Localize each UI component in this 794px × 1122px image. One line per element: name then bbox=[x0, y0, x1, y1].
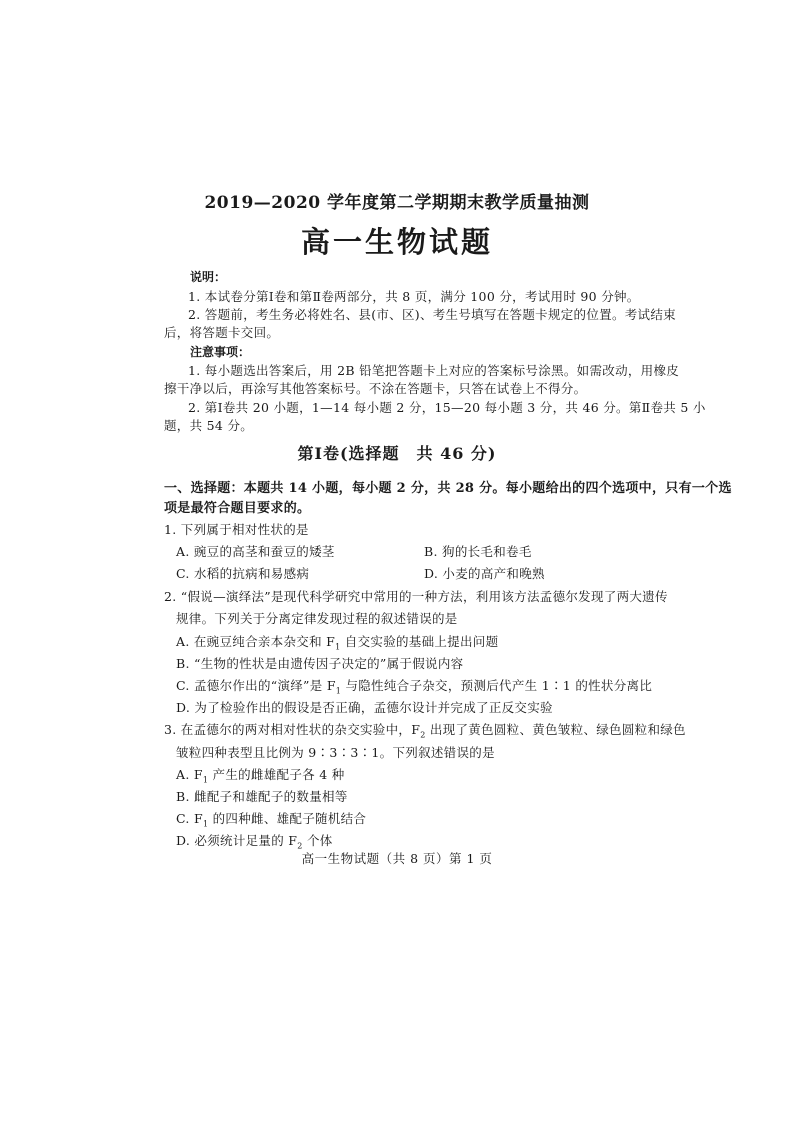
page-footer: 高一生物试题（共 8 页）第 1 页 bbox=[301, 851, 493, 866]
notes-item-2-cont: 后，将答题卡交回。 bbox=[164, 325, 280, 340]
question-2-stem: 2. “假说—演绎法”是现代科学研究中常用的一种方法，利用该方法孟德尔发现了两大遗传 bbox=[164, 589, 668, 604]
question-3-option-c: C. $F_1$ 的四种雌、雄配子随机结合 bbox=[176, 811, 367, 829]
question-1-stem: 1. 下列属于相对性状的是 bbox=[164, 522, 309, 537]
question-3-stem: 3. 在孟德尔的两对相对性状的杂交实验中，$F_2$ 出现了黄色圆粒、黄色皱粒、绿色圆粒和绿色 bbox=[164, 722, 686, 740]
question-1-option-b: B. 狗的长毛和卷毛 bbox=[424, 544, 532, 559]
question-2-option-b: B. “生物的性状是由遗传因子决定的”属于假说内容 bbox=[176, 656, 464, 671]
question-2-stem-cont: 规律。下列关于分离定律发现过程的叙述错误的是 bbox=[176, 611, 458, 626]
exam-title: 2019—2020 学年度第二学期期末教学质量抽测 bbox=[204, 193, 590, 213]
question-3-option-a: A. $F_1$ 产生的雌雄配子各 4 种 bbox=[176, 767, 345, 785]
section1-instruction-cont: 项是最符合题目要求的。 bbox=[164, 501, 311, 516]
attention-item-2: 2. 第Ⅰ卷共 20 小题，1—14 每小题 2 分，15—20 每小题 3 分，共 46 分。第Ⅱ卷共 5 小 bbox=[188, 400, 706, 415]
attention-item-2-cont: 题，共 54 分。 bbox=[164, 418, 254, 433]
attention-item-1-cont: 擦干净以后，再涂写其他答案标号。不涂在答题卡，只答在试卷上不得分。 bbox=[164, 381, 587, 396]
question-1-option-d: D. 小麦的高产和晚熟 bbox=[424, 566, 545, 581]
question-3-option-b: B. 雌配子和雄配子的数量相等 bbox=[176, 789, 348, 804]
section1-instruction: 一、选择题：本题共 14 小题，每小题 2 分，共 28 分。每小题给出的四个选项中，只有一个选 bbox=[164, 481, 732, 496]
question-2-option-a: A. 在豌豆纯合亲本杂交和 $F_1$ 自交实验的基础上提出问题 bbox=[176, 634, 499, 652]
question-3-stem-cont: 皱粒四种表型且比例为 9∶3∶3∶1。下列叙述错误的是 bbox=[176, 745, 495, 760]
attention-item-1: 1. 每小题选出答案后，用 2B 铅笔把答题卡上对应的答案标号涂黑。如需改动，用橡皮 bbox=[188, 363, 680, 378]
notes-label: 说明： bbox=[190, 270, 227, 284]
question-3-option-d: D. 必须统计足量的 $F_2$ 个体 bbox=[176, 833, 333, 851]
subject-title: 高一生物试题 bbox=[300, 225, 493, 259]
question-1-option-a: A. 豌豆的高茎和蚕豆的矮茎 bbox=[176, 544, 335, 559]
attention-label: 注意事项： bbox=[190, 345, 251, 359]
question-2-option-d: D. 为了检验作出的假设是否正确，孟德尔设计并完成了正反交实验 bbox=[176, 700, 553, 715]
question-1-option-c: C. 水稻的抗病和易感病 bbox=[176, 566, 310, 581]
notes-item-1: 1. 本试卷分第Ⅰ卷和第Ⅱ卷两部分，共 8 页，满分 100 分，考试用时 90 分钟。 bbox=[188, 289, 640, 304]
part1-heading: 第Ⅰ卷(选择题 共 46 分) bbox=[297, 444, 497, 463]
notes-item-2: 2. 答题前，考生务必将姓名、县(市、区)、考生号填写在答题卡规定的位置。考试结束 bbox=[188, 307, 676, 322]
question-2-option-c: C. 孟德尔作出的“演绎”是 $F_1$ 与隐性纯合子杂交，预测后代产生 1∶1 的性状分离比 bbox=[176, 678, 653, 696]
